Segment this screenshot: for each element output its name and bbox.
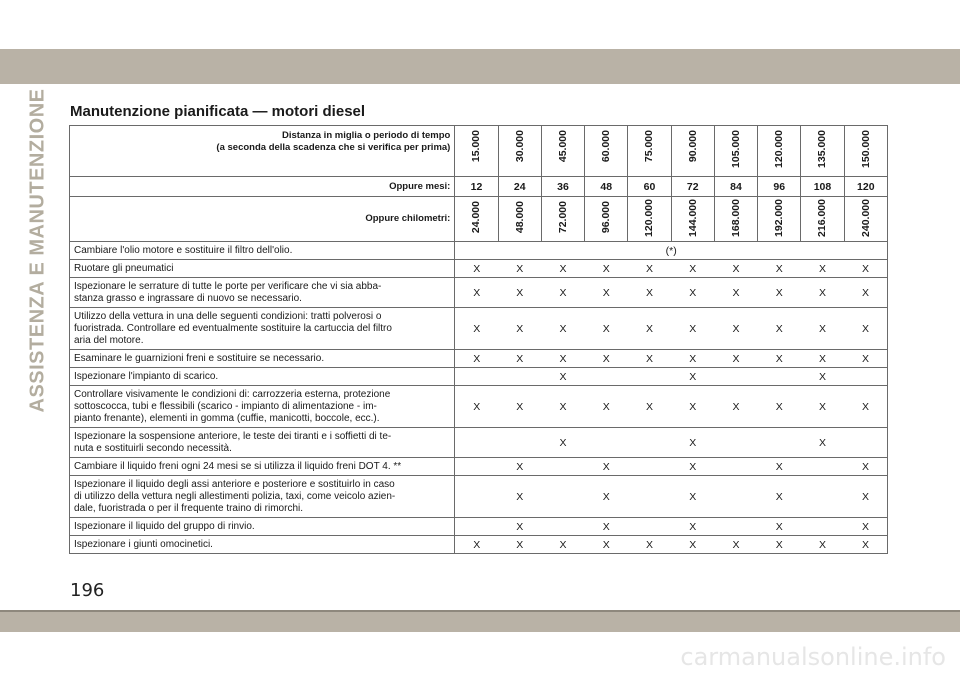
- header-km-value: [585, 197, 628, 242]
- interval-mark: X: [801, 386, 844, 428]
- task-description-line: nuta e sostituirli secondo necessità.: [74, 442, 232, 454]
- table-row: [70, 536, 888, 554]
- interval-mark: [844, 428, 887, 458]
- header-distance-value-text: 105.000: [729, 130, 742, 168]
- task-description-line: di utilizzo della vettura negli allestimenti polizia, taxi, come veicolo azien-: [74, 490, 396, 502]
- interval-mark: [541, 458, 584, 476]
- interval-mark: X: [498, 308, 541, 350]
- header-km-value: [455, 197, 498, 242]
- header-km-value-text: 192.000: [773, 198, 786, 237]
- page-number: 196: [70, 580, 105, 601]
- interval-mark: X: [585, 536, 628, 554]
- interval-mark: [455, 368, 498, 386]
- header-months-value: 60: [628, 177, 671, 197]
- task-description-line: Ispezionare il liquido degli assi anteriore e posteriore e sostituirlo in caso: [74, 478, 395, 490]
- header-distance-value: [628, 126, 671, 177]
- interval-mark: X: [628, 536, 671, 554]
- header-months-value: 12: [455, 177, 498, 197]
- task-description: [70, 536, 455, 554]
- header-months-value: 24: [498, 177, 541, 197]
- header-distance-value: [844, 126, 887, 177]
- interval-mark: X: [801, 278, 844, 308]
- interval-mark: X: [671, 368, 714, 386]
- interval-mark: X: [498, 476, 541, 518]
- header-km-value: [628, 197, 671, 242]
- top-decor-band: [0, 49, 960, 84]
- task-description-line: Ispezionare le serrature di tutte le porte per verificare che vi sia abba-: [74, 280, 382, 292]
- header-distance-value-text: 90.000: [686, 130, 699, 163]
- interval-mark: X: [585, 308, 628, 350]
- interval-mark: X: [541, 536, 584, 554]
- header-distance-label: [70, 126, 455, 177]
- task-description: [70, 518, 455, 536]
- interval-mark: X: [585, 278, 628, 308]
- interval-mark: X: [714, 278, 757, 308]
- footer-watermark: carmanualsonline.info: [680, 643, 946, 671]
- interval-mark: X: [714, 536, 757, 554]
- interval-mark: [455, 428, 498, 458]
- header-months-value: 84: [714, 177, 757, 197]
- interval-mark: X: [498, 350, 541, 368]
- interval-mark: X: [498, 458, 541, 476]
- header-distance-value: [455, 126, 498, 177]
- interval-mark: X: [758, 476, 801, 518]
- task-description: [70, 260, 455, 278]
- interval-mark: X: [541, 386, 584, 428]
- interval-mark: [455, 476, 498, 518]
- header-distance-value: [758, 126, 801, 177]
- interval-mark: [801, 458, 844, 476]
- table-row: [70, 350, 888, 368]
- interval-mark: [628, 476, 671, 518]
- interval-mark: X: [758, 260, 801, 278]
- header-distance-value: [585, 126, 628, 177]
- header-km-value-text: 144.000: [686, 198, 699, 237]
- header-km-value: [758, 197, 801, 242]
- task-description-line: dale, fuoristrada o per il frequente traino di rimorchi.: [74, 502, 304, 514]
- task-description: [70, 308, 455, 350]
- interval-mark: X: [671, 308, 714, 350]
- header-months-label: Oppure mesi:: [70, 177, 455, 197]
- interval-mark: X: [541, 350, 584, 368]
- table-row: [70, 278, 888, 308]
- interval-mark: X: [844, 350, 887, 368]
- header-km-value-text: 48.000: [513, 201, 526, 234]
- header-km-value: [671, 197, 714, 242]
- interval-mark: X: [585, 386, 628, 428]
- interval-mark: [498, 428, 541, 458]
- interval-mark: [714, 476, 757, 518]
- interval-mark: X: [671, 458, 714, 476]
- header-distance-value-text: 75.000: [643, 130, 656, 163]
- header-months-value: 36: [541, 177, 584, 197]
- table-row: [70, 308, 888, 350]
- header-row-distance: [70, 126, 888, 177]
- interval-mark: [758, 368, 801, 386]
- interval-mark: X: [758, 278, 801, 308]
- task-description: [70, 386, 455, 428]
- interval-mark: [455, 518, 498, 536]
- header-months-value: 120: [844, 177, 887, 197]
- header-distance-value: [801, 126, 844, 177]
- header-km-value-text: 216.000: [816, 198, 829, 237]
- interval-mark: X: [585, 476, 628, 518]
- table-row: [70, 368, 888, 386]
- interval-mark: X: [628, 278, 671, 308]
- task-description-line: Ruotare gli pneumatici: [74, 262, 174, 274]
- table-row: [70, 260, 888, 278]
- section-side-title: [20, 88, 56, 412]
- task-description-line: sottoscocca, tubi e flessibili (scarico - impianto di alimentazione - im-: [74, 400, 377, 412]
- interval-mark: X: [498, 536, 541, 554]
- header-distance-value-text: 120.000: [773, 130, 786, 168]
- task-description-line: fuoristrada. Controllare ed eventualmente sostituire la cartuccia del filtro: [74, 322, 392, 334]
- table-row: [70, 476, 888, 518]
- interval-mark: X: [628, 308, 671, 350]
- interval-mark: X: [455, 308, 498, 350]
- page-title: Manutenzione pianificata — motori diesel: [70, 103, 366, 120]
- interval-mark: X: [585, 518, 628, 536]
- interval-mark: X: [628, 350, 671, 368]
- interval-mark: X: [758, 518, 801, 536]
- interval-mark: X: [671, 476, 714, 518]
- interval-mark: X: [844, 260, 887, 278]
- header-km-value-text: 240.000: [859, 198, 872, 237]
- interval-mark: X: [541, 308, 584, 350]
- table-row: [70, 518, 888, 536]
- task-description-line: pianto frenante), elementi in gomma (cuffie, manicotti, boccole, ecc.).: [74, 412, 380, 424]
- interval-mark: [541, 476, 584, 518]
- interval-mark: X: [455, 278, 498, 308]
- header-distance-value-text: 150.000: [859, 130, 872, 168]
- interval-mark: [801, 476, 844, 518]
- interval-mark: X: [541, 278, 584, 308]
- interval-mark: X: [455, 350, 498, 368]
- interval-mark: X: [671, 350, 714, 368]
- header-km-value-text: 168.000: [729, 198, 742, 237]
- interval-mark: X: [844, 278, 887, 308]
- interval-mark: X: [498, 386, 541, 428]
- interval-mark: X: [541, 428, 584, 458]
- interval-mark: X: [714, 386, 757, 428]
- header-distance-value-text: 135.000: [816, 130, 829, 168]
- interval-mark: X: [585, 458, 628, 476]
- interval-mark: X: [671, 518, 714, 536]
- interval-mark: X: [671, 260, 714, 278]
- interval-mark: X: [714, 350, 757, 368]
- header-row-months: [70, 177, 888, 197]
- interval-mark: [628, 428, 671, 458]
- interval-mark: X: [671, 536, 714, 554]
- interval-mark: [714, 368, 757, 386]
- interval-mark: X: [585, 260, 628, 278]
- interval-mark: X: [844, 518, 887, 536]
- interval-mark: X: [714, 308, 757, 350]
- interval-mark: [585, 368, 628, 386]
- interval-mark: [758, 428, 801, 458]
- interval-mark: X: [801, 260, 844, 278]
- interval-mark: X: [498, 518, 541, 536]
- interval-mark: X: [801, 308, 844, 350]
- header-distance-value-text: 45.000: [556, 130, 569, 163]
- header-row-km: [70, 197, 888, 242]
- task-interval-note: (*): [455, 242, 888, 260]
- interval-mark: X: [844, 308, 887, 350]
- task-description: [70, 428, 455, 458]
- interval-mark: [628, 368, 671, 386]
- header-distance-value: [671, 126, 714, 177]
- interval-mark: X: [541, 260, 584, 278]
- interval-mark: X: [671, 278, 714, 308]
- task-description-line: stanza grasso e ingrassare di nuovo se necessario.: [74, 292, 302, 304]
- task-description-line: Esaminare le guarnizioni freni e sostituire se necessario.: [74, 352, 325, 364]
- header-km-value-text: 72.000: [556, 201, 569, 234]
- header-distance-value: [714, 126, 757, 177]
- header-distance-value-text: 30.000: [513, 130, 526, 163]
- header-distance-label-line2: (a seconda della scadenza che si verifica per prima): [216, 142, 451, 153]
- interval-mark: [628, 458, 671, 476]
- header-km-value: [844, 197, 887, 242]
- header-km-value: [498, 197, 541, 242]
- interval-mark: [844, 368, 887, 386]
- table-row: [70, 428, 888, 458]
- interval-mark: X: [455, 260, 498, 278]
- task-description-line: Controllare visivamente le condizioni di: carrozzeria esterna, protezione: [74, 388, 391, 400]
- interval-mark: X: [455, 536, 498, 554]
- task-description-line: Ispezionare la sospensione anteriore, le teste dei tiranti e i soffietti di te-: [74, 430, 392, 442]
- interval-mark: X: [628, 260, 671, 278]
- interval-mark: X: [758, 536, 801, 554]
- header-months-value: 72: [671, 177, 714, 197]
- header-km-value-text: 96.000: [600, 201, 613, 234]
- interval-mark: X: [758, 458, 801, 476]
- interval-mark: X: [801, 428, 844, 458]
- interval-mark: [541, 518, 584, 536]
- interval-mark: X: [844, 386, 887, 428]
- task-description-line: Ispezionare l'impianto di scarico.: [74, 370, 219, 382]
- task-description-line: Ispezionare il liquido del gruppo di rinvio.: [74, 520, 255, 532]
- interval-mark: X: [498, 260, 541, 278]
- interval-mark: [628, 518, 671, 536]
- task-description: [70, 458, 455, 476]
- interval-mark: [455, 458, 498, 476]
- interval-mark: X: [758, 350, 801, 368]
- bottom-decor-band: [0, 612, 960, 632]
- task-description: [70, 242, 455, 260]
- task-description: [70, 350, 455, 368]
- interval-mark: [585, 428, 628, 458]
- table-row: [70, 242, 888, 260]
- interval-mark: X: [758, 386, 801, 428]
- interval-mark: X: [758, 308, 801, 350]
- interval-mark: [714, 518, 757, 536]
- header-months-value: 108: [801, 177, 844, 197]
- task-description-line: Ispezionare i giunti omocinetici.: [74, 538, 213, 550]
- interval-mark: X: [844, 458, 887, 476]
- interval-mark: X: [671, 428, 714, 458]
- task-description-line: aria del motore.: [74, 334, 144, 346]
- section-side-title-text: ASSISTENZA E MANUTENZIONE: [26, 88, 49, 412]
- interval-mark: X: [671, 386, 714, 428]
- header-km-value-text: 24.000: [470, 201, 483, 234]
- header-months-value: 96: [758, 177, 801, 197]
- interval-mark: X: [455, 386, 498, 428]
- task-description-line: Cambiare l'olio motore e sostituire il filtro dell'olio.: [74, 244, 293, 256]
- interval-mark: X: [541, 368, 584, 386]
- header-distance-value-text: 60.000: [600, 130, 613, 163]
- interval-mark: [498, 368, 541, 386]
- table-row: [70, 458, 888, 476]
- header-distance-value-text: 15.000: [470, 130, 483, 163]
- header-km-value: [801, 197, 844, 242]
- interval-mark: X: [628, 386, 671, 428]
- interval-mark: X: [844, 476, 887, 518]
- header-months-value: 48: [585, 177, 628, 197]
- task-description: [70, 368, 455, 386]
- task-description-line: Cambiare il liquido freni ogni 24 mesi se si utilizza il liquido freni DOT 4. **: [74, 460, 402, 472]
- interval-mark: [714, 428, 757, 458]
- header-distance-value: [541, 126, 584, 177]
- header-km-label: Oppure chilometri:: [70, 197, 455, 242]
- header-km-value: [714, 197, 757, 242]
- header-km-value: [541, 197, 584, 242]
- task-description: [70, 278, 455, 308]
- interval-mark: [714, 458, 757, 476]
- interval-mark: X: [801, 350, 844, 368]
- interval-mark: X: [585, 350, 628, 368]
- header-distance-label-line1: Distanza in miglia o periodo di tempo: [281, 130, 451, 141]
- table-row: [70, 386, 888, 428]
- interval-mark: X: [801, 536, 844, 554]
- task-description: [70, 476, 455, 518]
- interval-mark: X: [714, 260, 757, 278]
- header-km-value-text: 120.000: [643, 198, 656, 237]
- interval-mark: [801, 518, 844, 536]
- header-distance-value: [498, 126, 541, 177]
- interval-mark: X: [801, 368, 844, 386]
- interval-mark: X: [844, 536, 887, 554]
- interval-mark: X: [498, 278, 541, 308]
- maintenance-schedule-table: [69, 125, 888, 554]
- task-description-line: Utilizzo della vettura in una delle seguenti condizioni: tratti polverosi o: [74, 310, 382, 322]
